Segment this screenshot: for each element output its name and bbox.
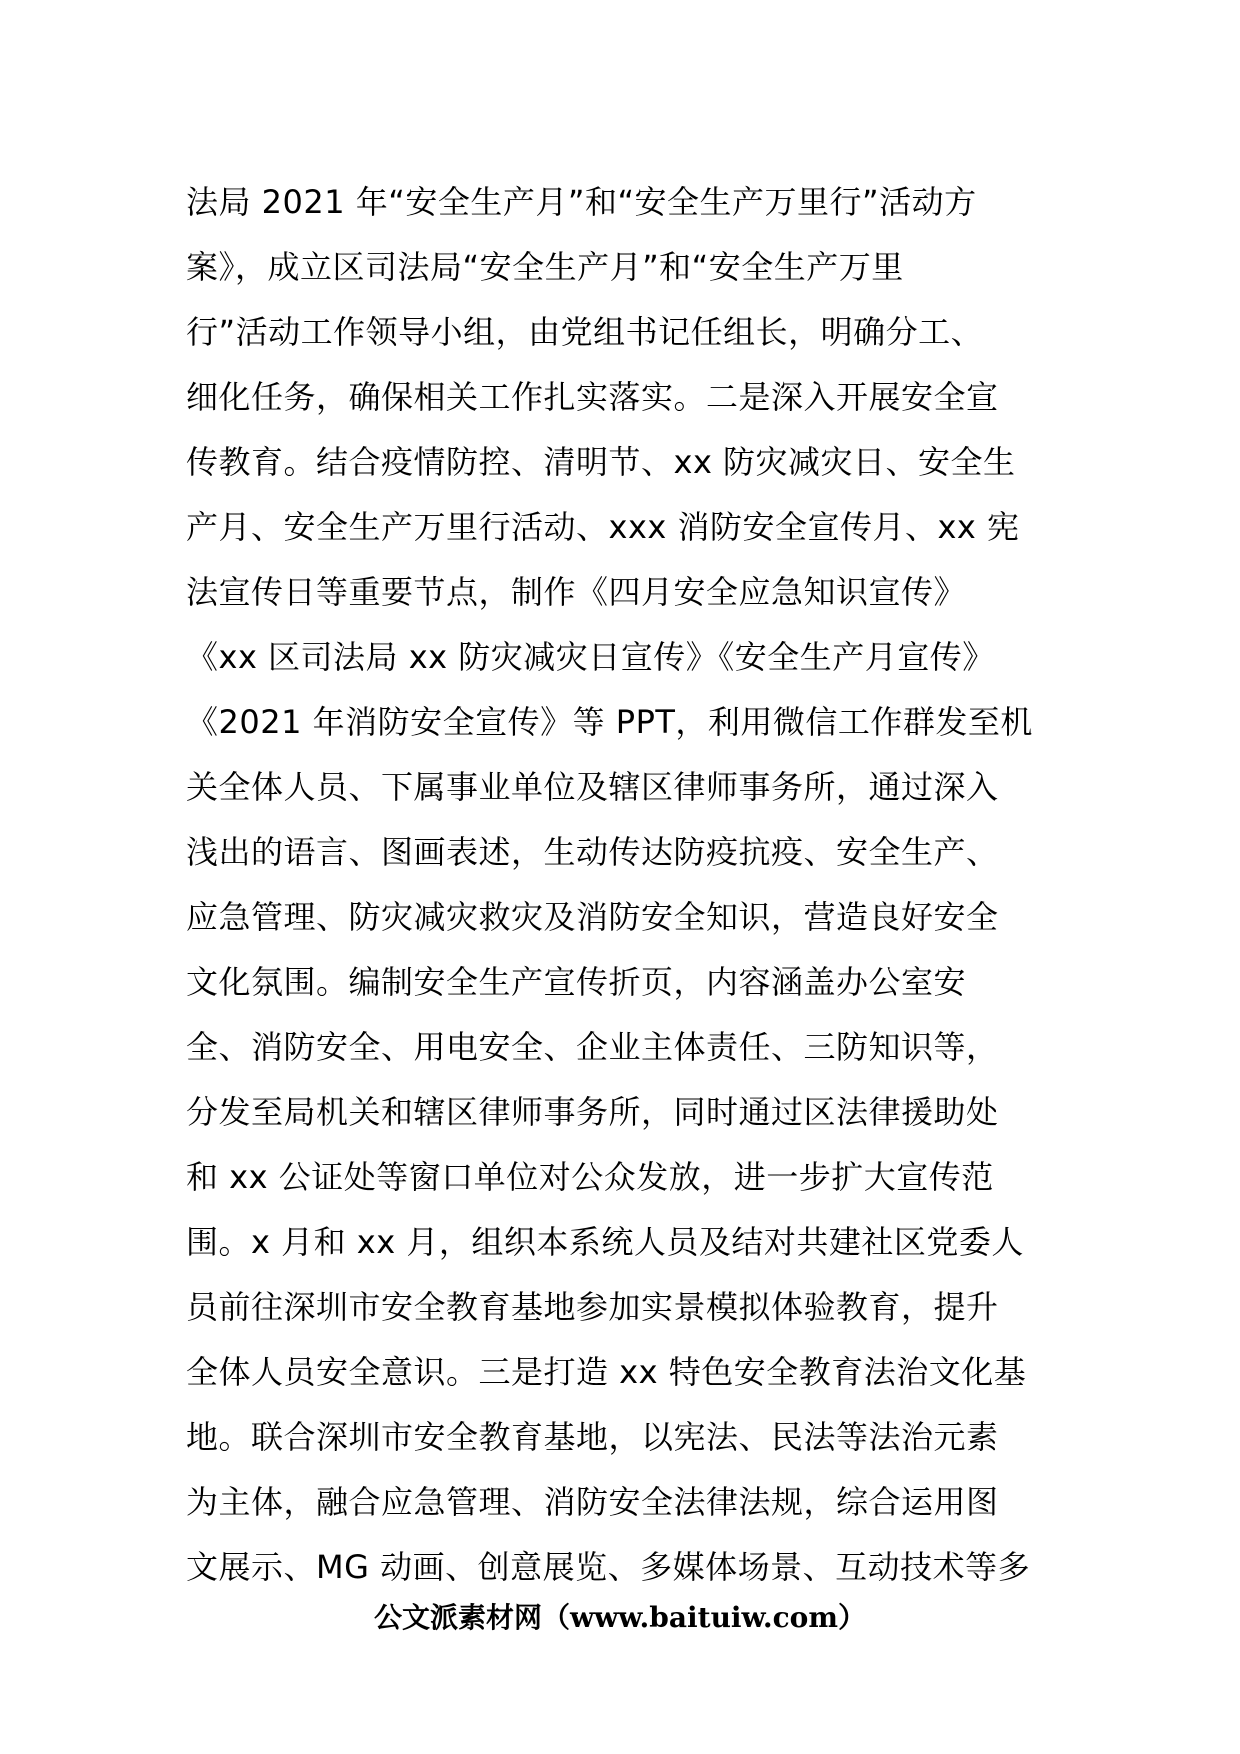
- text-line: 和 xx 公证处等窗口单位对公众发放，进一步扩大宣传范: [186, 1158, 994, 1196]
- text-line: 为主体，融合应急管理、消防安全法律法规，综合运用图: [186, 1483, 999, 1521]
- text-line: 传教育。结合疫情防控、清明节、xx 防灾减灾日、安全生: [186, 443, 1016, 481]
- text-line: 细化任务，确保相关工作扎实落实。二是深入开展安全宣: [186, 378, 999, 416]
- text-line: 全、消防安全、用电安全、企业主体责任、三防知识等，: [186, 1028, 999, 1066]
- text-line: 应急管理、防灾减灾救灾及消防安全知识，营造良好安全: [186, 898, 999, 936]
- text-line: 员前往深圳市安全教育基地参加实景模拟体验教育，提升: [186, 1288, 999, 1326]
- document-body: [186, 170, 1066, 1600]
- text-line: 关全体人员、下属事业单位及辖区律师事务所，通过深入: [186, 768, 999, 806]
- text-line: 行”活动工作领导小组，由党组书记任组长，明确分工、: [186, 313, 984, 351]
- footer-watermark: 公文派素材网（www.baituiw.com）: [374, 1601, 866, 1634]
- text-line: 文化氛围。编制安全生产宣传折页，内容涵盖办公室安: [186, 963, 967, 1001]
- text-line: 分发至局机关和辖区律师事务所，同时通过区法律援助处: [186, 1093, 999, 1131]
- text-line: 围。x 月和 xx 月，组织本系统人员及结对共建社区党委人: [186, 1223, 1024, 1261]
- text-line: 浅出的语言、图画表述，生动传达防疫抗疫、安全生产、: [186, 833, 999, 871]
- text-line: 法宣传日等重要节点，制作《四月安全应急知识宣传》: [186, 573, 967, 611]
- text-line: 产月、安全生产万里行活动、xxx 消防安全宣传月、xx 宪: [186, 508, 1020, 546]
- text-line: 《xx 区司法局 xx 防灾减灾日宣传》《安全生产月宣传》: [186, 638, 995, 676]
- text-line: 《2021 年消防安全宣传》等 PPT，利用微信工作群发至机: [186, 703, 1033, 741]
- text-line: 案》，成立区司法局“安全生产月”和“安全生产万里: [186, 248, 904, 286]
- text-line: 文展示、MG 动画、创意展览、多媒体场景、互动技术等多: [186, 1548, 1031, 1586]
- text-line: 地。联合深圳市安全教育基地，以宪法、民法等法治元素: [186, 1418, 999, 1456]
- text-line: 法局 2021 年“安全生产月”和“安全生产万里行”活动方: [186, 183, 977, 221]
- text-line: 全体人员安全意识。三是打造 xx 特色安全教育法治文化基: [186, 1353, 1027, 1391]
